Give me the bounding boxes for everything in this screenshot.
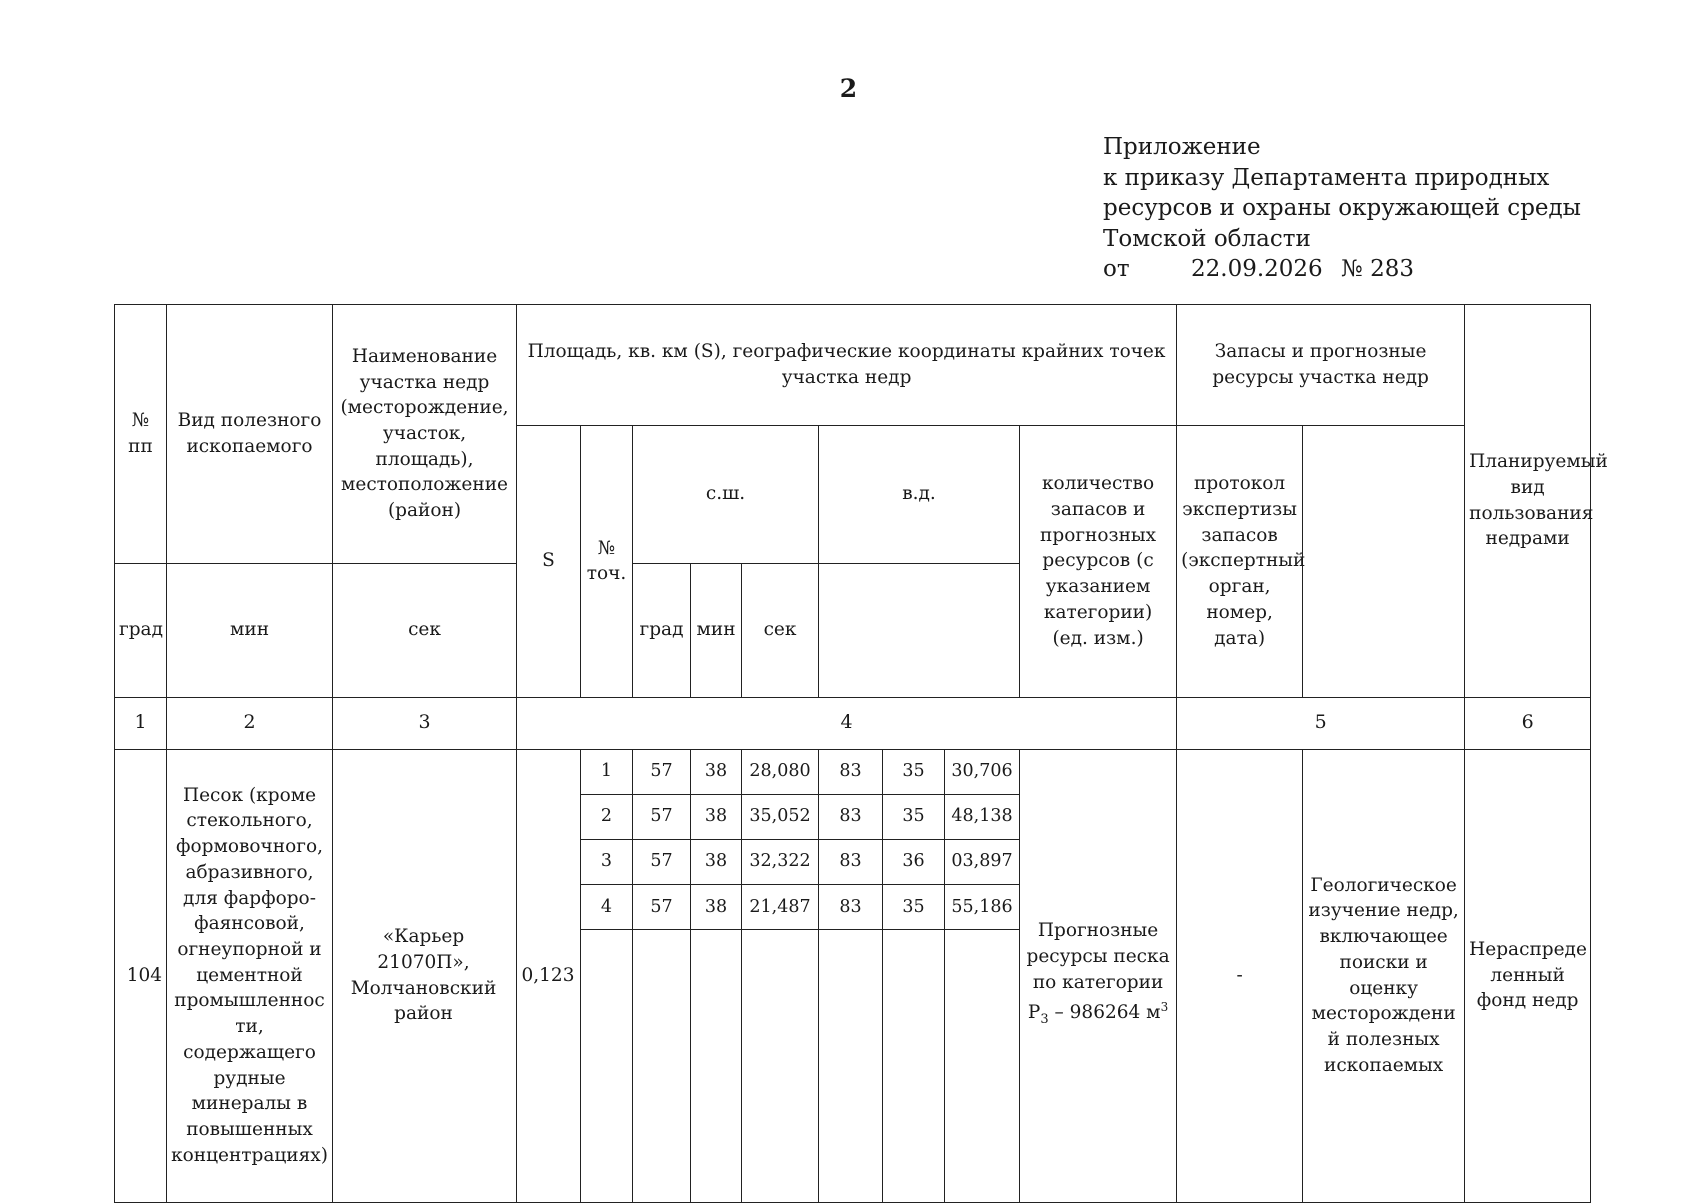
appendix-line: к приказу Департамента природных bbox=[1103, 164, 1550, 191]
header-lat-sec: сек bbox=[333, 563, 517, 697]
header-lon: в.д. bbox=[819, 426, 1020, 564]
point-number: 4 bbox=[581, 884, 633, 929]
lon-sec: 48,138 bbox=[945, 794, 1020, 839]
header-lat: с.ш. bbox=[633, 426, 819, 564]
header-lon-min: мин bbox=[691, 563, 742, 697]
lat-min: 38 bbox=[691, 794, 742, 839]
lon-sec: 30,706 bbox=[945, 749, 1020, 794]
point-number-filler bbox=[581, 929, 633, 1202]
lon-deg: 83 bbox=[819, 749, 883, 794]
lat-min: 38 bbox=[691, 884, 742, 929]
header-lat-deg: град bbox=[115, 563, 167, 697]
column-number: 3 bbox=[333, 697, 517, 749]
lon-deg: 83 bbox=[819, 839, 883, 884]
reserves-protocol-cell: - bbox=[1177, 749, 1303, 1202]
row-no: 104 bbox=[115, 749, 167, 1202]
lat-sec: 32,322 bbox=[742, 839, 819, 884]
appendix-block bbox=[1103, 132, 1581, 285]
appendix-line: Томской области bbox=[1103, 225, 1311, 252]
mineral-type-cell: Песок (кроме стекольного, формовочного, абразивного, для фарфоро-фаянсовой, огнеупорной и цементной промышленнос ти, содержащего рудные минералы в повышенных концентрациях) bbox=[167, 749, 333, 1202]
header-area-coords: Площадь, кв. км (S), географические координаты крайних точек участка недр bbox=[517, 305, 1177, 426]
lat-deg: 57 bbox=[633, 749, 691, 794]
lon-min: 35 bbox=[883, 884, 945, 929]
lat-sec: 28,080 bbox=[742, 749, 819, 794]
lat-sec: 21,487 bbox=[742, 884, 819, 929]
order-date-line bbox=[1103, 254, 1581, 285]
header-point-no: № точ. bbox=[581, 426, 633, 698]
appendix-line: Приложение bbox=[1103, 134, 1261, 160]
lat-min: 38 bbox=[691, 749, 742, 794]
reserves-category-sub: 3 bbox=[1040, 1012, 1049, 1028]
reserves-value: – 986264 м bbox=[1054, 1002, 1161, 1024]
header-reserves-protocol: протокол экспертизы запасов (экспертный орган, номер, дата) bbox=[1177, 426, 1303, 698]
lat-deg: 57 bbox=[633, 884, 691, 929]
from-label: от bbox=[1103, 256, 1130, 282]
header-lat-min: мин bbox=[167, 563, 333, 697]
header-mineral-type: Вид полезного ископаемого bbox=[167, 305, 333, 564]
header-reserves: Запасы и прогнозные ресурсы участка недр bbox=[1177, 305, 1465, 426]
subsoil-table bbox=[114, 304, 1608, 1203]
point-number: 2 bbox=[581, 794, 633, 839]
column-number: 6 bbox=[1465, 697, 1591, 749]
header-reserves-qty: количество запасов и прогнозных ресурсов (с указанием категории) (ед. изм.) bbox=[1020, 426, 1177, 698]
appendix-line: ресурсов и охраны окружающей среды bbox=[1103, 195, 1581, 221]
area-s-cell: 0,123 bbox=[517, 749, 581, 1202]
planned-use-cell: Геологическое изучение недр, включающее поиски и оценку месторождени й полезных ископаемых bbox=[1303, 749, 1465, 1202]
lon-deg: 83 bbox=[819, 794, 883, 839]
order-number: № 283 bbox=[1341, 256, 1414, 282]
lon-sec: 03,897 bbox=[945, 839, 1020, 884]
header-s: S bbox=[517, 426, 581, 698]
column-number: 2 bbox=[167, 697, 333, 749]
column-number: 5 bbox=[1177, 697, 1465, 749]
header-lon-sec: сек bbox=[742, 563, 819, 697]
header-planned-use: Планируемый вид пользования недрами bbox=[1465, 305, 1591, 698]
reserves-unit-sup: 3 bbox=[1160, 1000, 1169, 1015]
header-lon-deg: град bbox=[633, 563, 691, 697]
lat-sec: 35,052 bbox=[742, 794, 819, 839]
lon-min: 35 bbox=[883, 794, 945, 839]
point-number: 3 bbox=[581, 839, 633, 884]
point-number: 1 bbox=[581, 749, 633, 794]
lat-deg: 57 bbox=[633, 794, 691, 839]
reserves-category: Р bbox=[1027, 1002, 1041, 1024]
column-number: 1 bbox=[115, 697, 167, 749]
reserves-qty-cell bbox=[1020, 749, 1177, 1202]
license-cell: Нераспреде ленный фонд недр bbox=[1465, 749, 1591, 1202]
lat-min: 38 bbox=[691, 839, 742, 884]
lat-sec-filler bbox=[742, 929, 819, 1202]
lon-min: 35 bbox=[883, 749, 945, 794]
lat-deg: 57 bbox=[633, 839, 691, 884]
column-number: 4 bbox=[517, 697, 1177, 749]
lon-deg-filler bbox=[819, 929, 883, 1202]
site-name-cell: «Карьер 21070П», Молчановский район bbox=[333, 749, 517, 1202]
page-number: 2 bbox=[839, 74, 858, 103]
lon-deg: 83 bbox=[819, 884, 883, 929]
lon-sec: 55,186 bbox=[945, 884, 1020, 929]
order-date: 22.09.2026 bbox=[1191, 256, 1323, 282]
lon-min: 36 bbox=[883, 839, 945, 884]
lat-deg-filler bbox=[633, 929, 691, 1202]
header-site-name: Наименование участка недр (месторождение, участок, площадь), местоположение (район) bbox=[333, 305, 517, 564]
lat-min-filler bbox=[691, 929, 742, 1202]
header-no: № пп bbox=[115, 305, 167, 564]
lon-min-filler bbox=[883, 929, 945, 1202]
lon-sec-filler bbox=[945, 929, 1020, 1202]
reserves-text: Прогнозные ресурсы песка по категории bbox=[1026, 920, 1170, 993]
